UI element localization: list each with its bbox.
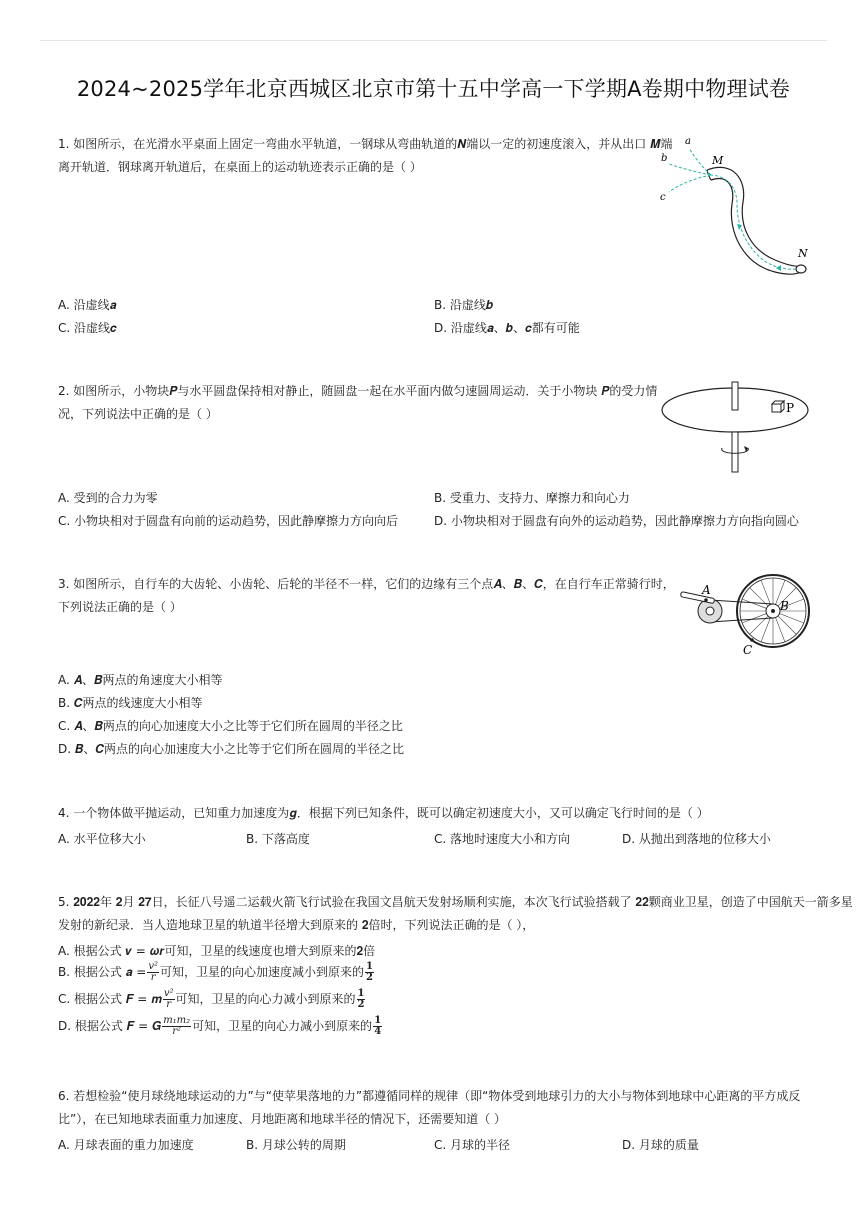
- q6-stem-line1: 6. 若想检验“使月球绕地球运动的力”与“使苹果落地的力”都遵循同样的规律（即“物体受到地球引力的大小与物体到地球中心距离的平方成反: [58, 1089, 801, 1103]
- q2-option-a[interactable]: A. 受到的合力为零: [58, 491, 158, 505]
- q5-optb-text: 可知，卫星的向心加速度减小到原来的: [160, 965, 365, 979]
- q3-stem-line2: 下列说法正确的是（ ）: [58, 600, 182, 614]
- q6-option-b[interactable]: B. 月球公转的周期: [246, 1138, 346, 1152]
- q1-curved-track-figure: [655, 132, 815, 282]
- q2-option-b[interactable]: B. 受重力、支持力、摩擦力和向心力: [434, 491, 630, 505]
- q4-option-b[interactable]: B. 下落高度: [246, 832, 310, 846]
- q5-optc-prefix: C. 根据公式 𝑭 = 𝒎: [58, 992, 162, 1006]
- q3-label-C: C: [743, 643, 753, 657]
- q5-option-a[interactable]: A. 根据公式 𝒗 = 𝝎𝒓可知，卫星的线速度也增大到原来的𝟐倍: [58, 944, 376, 958]
- q3-option-b[interactable]: B. 𝑪两点的线速度大小相等: [58, 696, 203, 710]
- q1-option-b[interactable]: B. 沿虚线𝒃: [434, 298, 494, 312]
- q5-optd-prefix: D. 根据公式 𝑭 = 𝑮: [58, 1019, 162, 1033]
- q5-optd-formula: $\frac{\text{m₁m₂}}{\text{r²}}$: [163, 1015, 191, 1037]
- q5-option-b[interactable]: [58, 962, 375, 983]
- q1-label-b: b: [661, 153, 668, 164]
- q1-label-M: M: [712, 154, 724, 167]
- header-divider: [40, 40, 827, 41]
- q6-stem-line2: 比”），在已知地球表面重力加速度、月地距离和地球半径的情况下，还需要知道（ ）: [58, 1112, 507, 1126]
- q4-option-a[interactable]: A. 水平位移大小: [58, 832, 146, 846]
- q3-stem-line1: 3. 如图所示，自行车的大齿轮、小齿轮、后轮的半径不一样，它们的边缘有三个点𝑨、𝑩、𝑪，在自行车正常骑行时，: [58, 577, 675, 591]
- q1-label-a: a: [685, 136, 691, 147]
- q6-option-a[interactable]: A. 月球表面的重力加速度: [58, 1138, 194, 1152]
- q5-stem-line2: 发射的新纪录．当人造地球卫星的轨道半径增大到原来的 𝟐倍时，下列说法正确的是（ ），: [58, 918, 535, 932]
- q3-option-d[interactable]: D. 𝑩、𝑪两点的向心加速度大小之比等于它们所在圆周的半径之比: [58, 742, 404, 756]
- q5-optb-ratio: $\frac{1}{2}$: [366, 961, 373, 983]
- q1-stem-line2: 离开轨道．钢球离开轨道后，在桌面上的运动轨迹表示正确的是（ ）: [58, 160, 422, 174]
- q5-option-c[interactable]: [58, 989, 366, 1010]
- q4-option-d[interactable]: D. 从抛出到落地的位移大小: [622, 832, 771, 846]
- q6-option-c[interactable]: C. 月球的半径: [434, 1138, 511, 1152]
- q3-option-c[interactable]: C. 𝑨、𝑩两点的向心加速度大小之比等于它们所在圆周的半径之比: [58, 719, 403, 733]
- q1-label-N: N: [798, 247, 808, 260]
- q5-optd-ratio: $\frac{1}{4}$: [374, 1015, 382, 1037]
- q2-stem-line2: 况，下列说法中正确的是（ ）: [58, 407, 218, 421]
- q2-rotating-disk-figure: [660, 380, 810, 475]
- q3-label-A: A: [702, 583, 711, 597]
- q1-label-c: c: [660, 192, 666, 203]
- q2-option-d[interactable]: D. 小物块相对于圆盘有向外的运动趋势，因此静摩擦力方向指向圆心: [434, 514, 799, 528]
- q6-option-d[interactable]: D. 月球的质量: [622, 1138, 699, 1152]
- q5-stem-line1: 5. 𝟐𝟎𝟐𝟐年 𝟐月 𝟐𝟕日，长征八号遥二运载火箭飞行试验在我国文昌航天发射场顺利实施，本次飞行试验搭载了 𝟐𝟐颗商业卫星，创造了中国航天一箭多星: [58, 895, 853, 909]
- q5-option-d[interactable]: [58, 1016, 383, 1037]
- q3-label-B: B: [780, 599, 789, 613]
- q4-stem-line1: 4. 一个物体做平抛运动，已知重力加速度为𝒈．根据下列已知条件，既可以确定初速度大小，又可以确定飞行时间的是（ ）: [58, 806, 709, 820]
- q2-stem-line1: 2. 如图所示，小物块𝑷与水平圆盘保持相对静止，随圆盘一起在水平面内做匀速圆周运动．关于小物块 𝑷的受力情: [58, 384, 658, 398]
- q5-optc-formula: $\frac{\text{v²}}{r}$: [163, 988, 174, 1010]
- q3-option-a[interactable]: A. 𝑨、𝑩两点的角速度大小相等: [58, 673, 223, 687]
- q5-optd-text: 可知，卫星的向心力减小到原来的: [192, 1019, 373, 1033]
- q1-stem-line1: 1. 如图所示，在光滑水平桌面上固定一弯曲水平轨道，一钢球从弯曲轨道的𝑵端以一定的初速度滚入，并从出口 𝑴端: [58, 137, 673, 151]
- page-title: 2024~2025学年北京西城区北京市第十五中学高一下学期A卷期中物理试卷: [76, 77, 791, 101]
- q1-option-d[interactable]: D. 沿虚线𝒂、𝒃、𝒄都有可能: [434, 321, 580, 335]
- q5-optc-ratio: $\frac{1}{2}$: [357, 988, 365, 1010]
- q1-option-c[interactable]: C. 沿虚线𝒄: [58, 321, 117, 335]
- q2-label-P: P: [786, 401, 795, 415]
- q2-option-c[interactable]: C. 小物块相对于圆盘有向前的运动趋势，因此静摩擦力方向向后: [58, 514, 399, 528]
- q5-optb-prefix: B. 根据公式 𝒂 =: [58, 965, 147, 979]
- q5-optb-formula: $\frac{\text{v²}}{r}$: [148, 961, 159, 983]
- q3-bicycle-gears-figure: [672, 572, 812, 657]
- q4-option-c[interactable]: C. 落地时速度大小和方向: [434, 832, 571, 846]
- q1-option-a[interactable]: A. 沿虚线𝒂: [58, 298, 117, 312]
- q5-optc-text: 可知，卫星的向心力减小到原来的: [175, 992, 356, 1006]
